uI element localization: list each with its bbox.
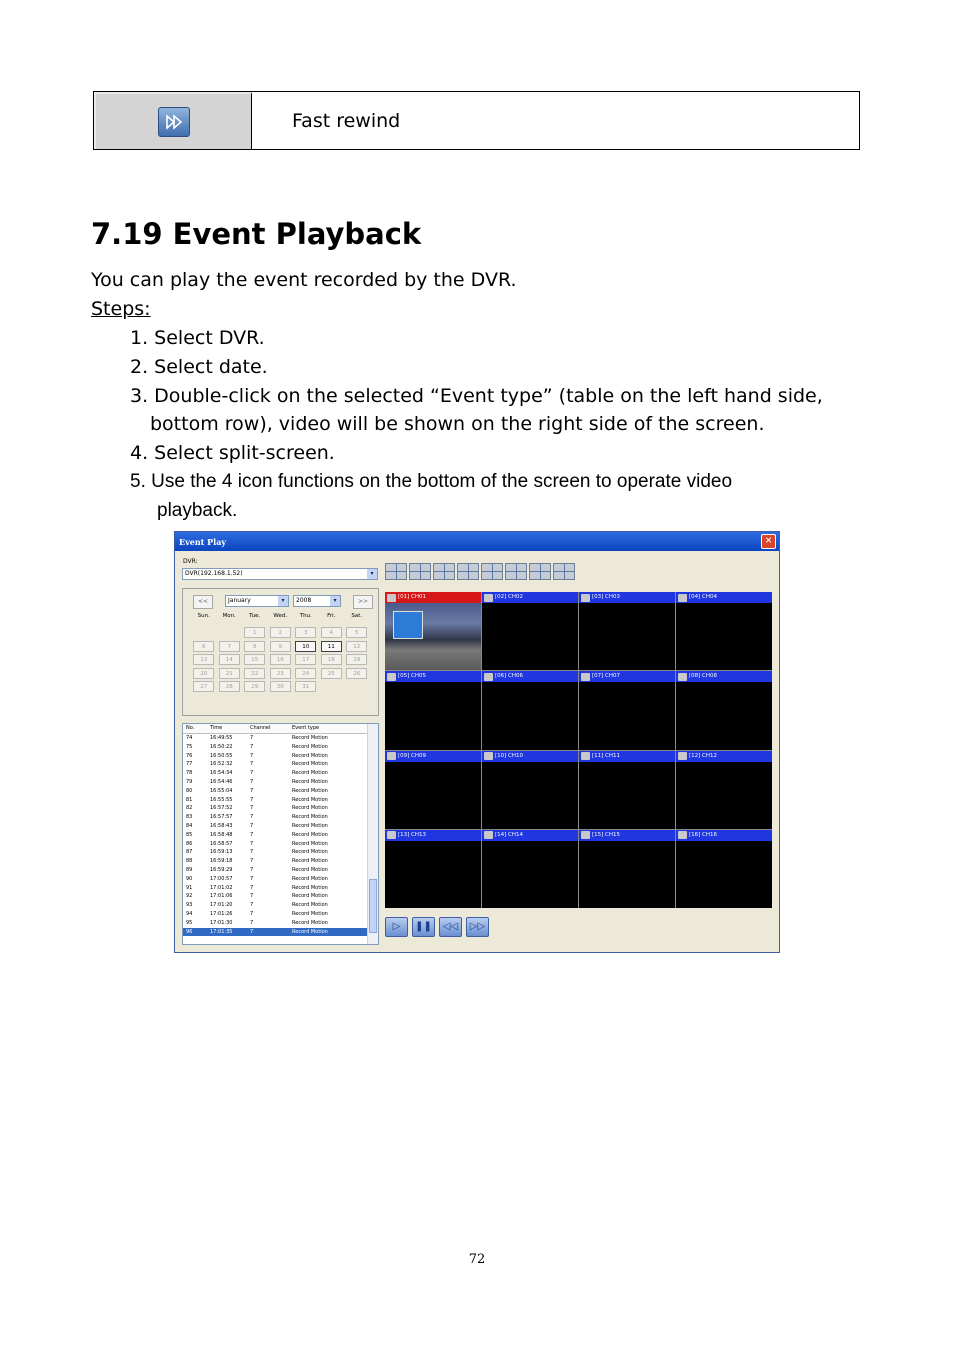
cell-time: 17:01:30 bbox=[210, 919, 233, 926]
channel-label: [02] CH02 bbox=[495, 594, 524, 600]
weekday-label: Thu. bbox=[299, 613, 312, 619]
pause-icon[interactable]: ❚❚ bbox=[412, 917, 435, 937]
channel-header bbox=[579, 751, 675, 762]
cell-time: 16:50:55 bbox=[210, 752, 233, 759]
chevron-down-icon[interactable]: ▾ bbox=[367, 569, 377, 579]
camera-icon bbox=[678, 752, 687, 760]
cell-no: 74 bbox=[186, 735, 193, 741]
cell-channel: 7 bbox=[250, 866, 254, 873]
window-title: Event Play bbox=[179, 536, 227, 547]
cell-event-type: Record Motion bbox=[292, 770, 328, 777]
cell-time: 16:58:48 bbox=[210, 831, 233, 838]
cell-event-type: Record Motion bbox=[292, 893, 328, 900]
channel-label: [15] CH15 bbox=[592, 831, 621, 838]
channel-label: [03] CH03 bbox=[592, 594, 621, 600]
camera-icon bbox=[484, 673, 493, 681]
channel-header bbox=[676, 671, 772, 682]
video-tile[interactable] bbox=[579, 830, 675, 908]
cell-no: 88 bbox=[186, 858, 193, 865]
cell-channel: 7 bbox=[250, 743, 254, 750]
page-number: 72 bbox=[468, 1252, 486, 1267]
cell-channel: 7 bbox=[250, 787, 254, 794]
cell-channel: 7 bbox=[250, 761, 254, 768]
calendar-day[interactable]: 22 bbox=[244, 668, 265, 679]
camera-icon bbox=[387, 594, 396, 602]
video-tile[interactable] bbox=[579, 751, 675, 829]
cell-event-type: Record Motion bbox=[292, 787, 328, 794]
cell-event-type: Record Motion bbox=[292, 743, 328, 750]
cell-time: 16:54:34 bbox=[210, 770, 233, 777]
calendar-day[interactable]: 26 bbox=[346, 668, 367, 679]
channel-header bbox=[676, 592, 772, 603]
cell-channel: 7 bbox=[250, 893, 254, 900]
camera-icon bbox=[387, 673, 396, 681]
table-row[interactable] bbox=[183, 787, 378, 796]
cell-channel: 7 bbox=[250, 796, 254, 803]
cell-time: 17:01:02 bbox=[210, 884, 233, 891]
cell-time: 16:59:18 bbox=[210, 858, 233, 865]
cell-time: 16:55:55 bbox=[210, 796, 233, 803]
cell-time: 17:01:26 bbox=[210, 910, 233, 917]
video-tile[interactable] bbox=[385, 830, 481, 908]
table-row[interactable] bbox=[183, 796, 378, 805]
cell-event-type: Record Motion bbox=[292, 866, 328, 873]
channel-label: [04] CH04 bbox=[689, 594, 718, 600]
split-10-button[interactable] bbox=[529, 563, 551, 580]
channel-label: [14] CH14 bbox=[495, 831, 524, 838]
video-grid bbox=[385, 592, 772, 908]
channel-label: [06] CH06 bbox=[495, 673, 524, 680]
cell-no: 94 bbox=[186, 910, 193, 917]
table-row[interactable] bbox=[183, 769, 378, 778]
cell-time: 16:55:04 bbox=[210, 787, 233, 794]
cell-time: 16:52:32 bbox=[210, 761, 233, 768]
weekday-label: Sat. bbox=[351, 613, 363, 619]
dvr-select-value: DVR(192.168.1.52) bbox=[185, 570, 243, 577]
cell-event-type: Record Motion bbox=[292, 778, 328, 785]
table-row[interactable] bbox=[183, 822, 378, 831]
cell-event-type: Record Motion bbox=[292, 840, 328, 847]
split-screen-toolbar bbox=[385, 563, 575, 580]
calendar-days bbox=[191, 627, 370, 692]
chevron-down-icon[interactable]: ▾ bbox=[278, 596, 288, 606]
calendar-day[interactable]: 31 bbox=[295, 681, 316, 692]
cell-no: 76 bbox=[186, 752, 193, 759]
calendar-day[interactable]: 15 bbox=[244, 654, 265, 665]
cell-time: 17:01:20 bbox=[210, 902, 233, 909]
month-value: January bbox=[228, 597, 251, 604]
split-8-button[interactable] bbox=[505, 563, 527, 580]
camera-icon bbox=[387, 752, 396, 760]
cell-time: 16:59:29 bbox=[210, 866, 233, 873]
cell-event-type: Record Motion bbox=[292, 761, 328, 768]
camera-icon bbox=[581, 673, 590, 681]
step-3-continued: bottom row), video will be shown on the right side of the screen. bbox=[150, 413, 765, 435]
camera-icon bbox=[484, 752, 493, 760]
table-row[interactable] bbox=[183, 884, 378, 893]
split-9-button[interactable] bbox=[433, 563, 455, 580]
play-icon[interactable]: ▷ bbox=[385, 917, 408, 937]
cell-no: 87 bbox=[186, 849, 193, 856]
cell-no: 77 bbox=[186, 761, 193, 768]
calendar-day[interactable]: 24 bbox=[295, 668, 316, 679]
calendar-day[interactable]: 3 bbox=[295, 627, 316, 638]
split-1-button[interactable] bbox=[385, 563, 407, 580]
table-row[interactable] bbox=[183, 919, 378, 928]
channel-header bbox=[482, 830, 578, 841]
cell-channel: 7 bbox=[250, 902, 254, 909]
header-event-type: Event type bbox=[292, 725, 320, 731]
cell-channel: 7 bbox=[250, 858, 254, 865]
channel-header bbox=[579, 830, 675, 841]
table-row[interactable] bbox=[183, 866, 378, 875]
channel-header bbox=[482, 671, 578, 682]
calendar-day[interactable]: 10 bbox=[295, 641, 316, 652]
channel-header bbox=[579, 671, 675, 682]
cell-channel: 7 bbox=[250, 919, 254, 926]
cell-no: 85 bbox=[186, 831, 193, 838]
cell-no: 78 bbox=[186, 770, 193, 777]
video-frame bbox=[385, 603, 481, 670]
table-row[interactable] bbox=[183, 857, 378, 866]
video-tile[interactable] bbox=[579, 592, 675, 670]
video-tile[interactable] bbox=[482, 751, 578, 829]
channel-header bbox=[579, 592, 675, 603]
cell-time: 16:58:43 bbox=[210, 822, 233, 829]
calendar-day[interactable]: 25 bbox=[321, 668, 342, 679]
channel-header bbox=[676, 830, 772, 841]
day-blank bbox=[217, 627, 243, 638]
table-row[interactable] bbox=[183, 875, 378, 884]
dvr-label: DVR: bbox=[183, 558, 198, 565]
cell-event-type: Record Motion bbox=[292, 875, 328, 882]
table-row[interactable] bbox=[183, 892, 378, 901]
cell-event-type: Record Motion bbox=[292, 902, 328, 909]
weekday-label: Sun. bbox=[197, 613, 210, 619]
video-tile[interactable] bbox=[385, 592, 481, 670]
calendar-day[interactable]: 2 bbox=[270, 627, 291, 638]
camera-icon bbox=[581, 831, 590, 839]
calendar-day[interactable]: 27 bbox=[193, 681, 214, 692]
channel-label: [09] CH09 bbox=[398, 752, 427, 759]
calendar-day[interactable]: 12 bbox=[346, 641, 367, 652]
cell-time: 16:58:57 bbox=[210, 840, 233, 847]
cell-no: 83 bbox=[186, 814, 193, 821]
channel-header bbox=[385, 751, 481, 762]
channel-header bbox=[385, 592, 481, 603]
camera-icon bbox=[678, 831, 687, 839]
event-table-body bbox=[183, 734, 378, 936]
cell-channel: 7 bbox=[250, 884, 254, 891]
channel-label: [01] CH01 bbox=[398, 594, 427, 600]
channel-header bbox=[385, 830, 481, 841]
table-row[interactable] bbox=[183, 840, 378, 849]
cell-event-type: Record Motion bbox=[292, 849, 328, 856]
rewind-icon[interactable]: ◁◁ bbox=[439, 917, 462, 937]
cell-time: 17:00:57 bbox=[210, 875, 233, 882]
calendar-day[interactable]: 14 bbox=[219, 654, 240, 665]
cell-no: 90 bbox=[186, 875, 193, 882]
step-5-continued: playback. bbox=[157, 500, 238, 521]
event-play-window bbox=[174, 531, 780, 953]
split-6-button[interactable] bbox=[481, 563, 503, 580]
camera-icon bbox=[387, 831, 396, 839]
cell-no: 91 bbox=[186, 884, 193, 891]
channel-header bbox=[385, 671, 481, 682]
cell-channel: 7 bbox=[250, 805, 254, 812]
cell-event-type: Record Motion bbox=[292, 928, 328, 935]
month-select[interactable] bbox=[225, 595, 289, 607]
video-tile[interactable] bbox=[676, 751, 772, 829]
cell-no: 80 bbox=[186, 787, 193, 794]
cell-event-type: Record Motion bbox=[292, 805, 328, 812]
calendar-day[interactable]: 20 bbox=[193, 668, 214, 679]
calendar-day[interactable]: 18 bbox=[321, 654, 342, 665]
calendar-day[interactable]: 21 bbox=[219, 668, 240, 679]
camera-icon bbox=[678, 594, 687, 602]
cell-time: 17:01:06 bbox=[210, 893, 233, 900]
cell-channel: 7 bbox=[250, 840, 254, 847]
weekday-header bbox=[191, 613, 370, 619]
cell-no: 89 bbox=[186, 866, 193, 873]
cell-time: 16:57:52 bbox=[210, 805, 233, 812]
intro-text: You can play the event recorded by the DVR. bbox=[91, 269, 517, 291]
cell-event-type: Record Motion bbox=[292, 910, 328, 917]
cell-channel: 7 bbox=[250, 831, 254, 838]
table-row[interactable] bbox=[183, 734, 378, 743]
camera-icon bbox=[581, 752, 590, 760]
scrollbar-thumb[interactable] bbox=[369, 879, 377, 933]
table-row[interactable] bbox=[183, 848, 378, 857]
cell-time: 16:49:55 bbox=[210, 735, 233, 741]
channel-label: [13] CH13 bbox=[398, 831, 427, 838]
channel-header bbox=[676, 751, 772, 762]
channel-header bbox=[482, 592, 578, 603]
table-row[interactable] bbox=[183, 752, 378, 761]
calendar-next-button[interactable]: >> bbox=[353, 595, 373, 609]
calendar-day[interactable]: 8 bbox=[244, 641, 265, 652]
calendar-day[interactable]: 11 bbox=[321, 641, 342, 652]
table-row[interactable] bbox=[183, 928, 378, 937]
weekday-label: Wed. bbox=[273, 613, 288, 619]
header-channel: Channel bbox=[250, 725, 271, 731]
video-tile[interactable] bbox=[385, 751, 481, 829]
close-button[interactable]: × bbox=[761, 534, 776, 549]
cell-channel: 7 bbox=[250, 875, 254, 882]
calendar-day[interactable]: 16 bbox=[270, 654, 291, 665]
split-13-button[interactable] bbox=[553, 563, 575, 580]
table-row[interactable] bbox=[183, 804, 378, 813]
cell-event-type: Record Motion bbox=[292, 814, 328, 821]
video-tile[interactable] bbox=[482, 830, 578, 908]
table-row[interactable] bbox=[183, 831, 378, 840]
cell-channel: 7 bbox=[250, 849, 254, 856]
cell-event-type: Record Motion bbox=[292, 919, 328, 926]
table-row[interactable] bbox=[183, 778, 378, 787]
section-title: 7.19 Event Playback bbox=[91, 217, 422, 251]
event-table-scrollbar[interactable] bbox=[367, 724, 378, 944]
fast-forward-icon bbox=[158, 107, 190, 137]
step-4: 4. Select split-screen. bbox=[130, 442, 335, 464]
cell-no: 75 bbox=[186, 743, 193, 750]
cell-no: 79 bbox=[186, 778, 193, 785]
cell-channel: 7 bbox=[250, 735, 254, 741]
icon-legend-table bbox=[93, 91, 860, 150]
header-time: Time bbox=[210, 725, 223, 731]
calendar-day[interactable]: 5 bbox=[346, 627, 367, 638]
cell-channel: 7 bbox=[250, 822, 254, 829]
camera-icon bbox=[678, 673, 687, 681]
channel-label: [05] CH05 bbox=[398, 673, 427, 680]
video-tile[interactable] bbox=[676, 671, 772, 749]
table-row[interactable] bbox=[183, 901, 378, 910]
cell-no: 86 bbox=[186, 840, 193, 847]
cell-channel: 7 bbox=[250, 814, 254, 821]
video-tile[interactable] bbox=[482, 592, 578, 670]
cell-time: 16:59:13 bbox=[210, 849, 233, 856]
step-3: 3. Double-click on the selected “Event type” (table on the left hand side, bbox=[130, 385, 823, 407]
weekday-label: Tue. bbox=[249, 613, 261, 619]
fast-forward-icon[interactable]: ▷▷ bbox=[466, 917, 489, 937]
calendar-day[interactable]: 1 bbox=[244, 627, 265, 638]
calendar-day[interactable]: 4 bbox=[321, 627, 342, 638]
camera-icon bbox=[581, 594, 590, 602]
step-5: 5. Use the 4 icon functions on the bottom of the screen to operate video bbox=[130, 471, 733, 492]
table-row[interactable] bbox=[183, 910, 378, 919]
split-16-button[interactable] bbox=[457, 563, 479, 580]
cell-channel: 7 bbox=[250, 770, 254, 777]
year-value: 2008 bbox=[296, 597, 312, 604]
icon-description: Fast rewind bbox=[292, 109, 401, 132]
step-1: 1. Select DVR. bbox=[130, 327, 265, 349]
cell-channel: 7 bbox=[250, 752, 254, 759]
calendar-day[interactable]: 9 bbox=[270, 641, 291, 652]
cell-channel: 7 bbox=[250, 928, 254, 935]
cell-event-type: Record Motion bbox=[292, 858, 328, 865]
calendar-day[interactable]: 13 bbox=[193, 654, 214, 665]
channel-label: [11] CH11 bbox=[592, 752, 621, 759]
cell-time: 16:57:57 bbox=[210, 814, 233, 821]
cell-event-type: Record Motion bbox=[292, 735, 328, 741]
cell-event-type: Record Motion bbox=[292, 884, 328, 891]
calendar-day[interactable]: 19 bbox=[346, 654, 367, 665]
channel-label: [12] CH12 bbox=[689, 752, 718, 759]
step-2: 2. Select date. bbox=[130, 356, 268, 378]
video-tile[interactable] bbox=[676, 830, 772, 908]
channel-label: [10] CH10 bbox=[495, 752, 524, 759]
cell-time: 17:01:35 bbox=[210, 928, 233, 935]
video-tile[interactable] bbox=[676, 592, 772, 670]
calendar-day[interactable]: 29 bbox=[244, 681, 265, 692]
weekday-label: Fri. bbox=[327, 613, 336, 619]
calendar-day[interactable]: 23 bbox=[270, 668, 291, 679]
calendar-day[interactable]: 30 bbox=[270, 681, 291, 692]
channel-label: [08] CH08 bbox=[689, 673, 718, 680]
camera-icon bbox=[484, 831, 493, 839]
day-blank bbox=[191, 627, 217, 638]
calendar-day[interactable]: 28 bbox=[219, 681, 240, 692]
year-select[interactable] bbox=[293, 595, 341, 607]
table-row[interactable] bbox=[183, 760, 378, 769]
cell-no: 82 bbox=[186, 805, 193, 812]
cell-no: 93 bbox=[186, 902, 193, 909]
weekday-label: Mon. bbox=[222, 613, 236, 619]
cell-event-type: Record Motion bbox=[292, 796, 328, 803]
dvr-select[interactable] bbox=[182, 568, 378, 580]
video-tile[interactable] bbox=[385, 671, 481, 749]
cell-time: 16:54:46 bbox=[210, 778, 233, 785]
calendar-day[interactable]: 17 bbox=[295, 654, 316, 665]
channel-label: [16] CH16 bbox=[689, 831, 718, 838]
table-row[interactable] bbox=[183, 813, 378, 822]
cell-channel: 7 bbox=[250, 910, 254, 917]
event-table bbox=[182, 723, 379, 945]
cell-no: 96 bbox=[186, 928, 193, 935]
calendar-day[interactable]: 7 bbox=[219, 641, 240, 652]
cell-time: 16:50:22 bbox=[210, 743, 233, 750]
cell-event-type: Record Motion bbox=[292, 752, 328, 759]
video-tile[interactable] bbox=[579, 671, 675, 749]
cell-event-type: Record Motion bbox=[292, 831, 328, 838]
channel-label: [07] CH07 bbox=[592, 673, 621, 680]
table-row[interactable] bbox=[183, 743, 378, 752]
cell-no: 92 bbox=[186, 893, 193, 900]
calendar-day[interactable]: 6 bbox=[193, 641, 214, 652]
chevron-down-icon[interactable]: ▾ bbox=[330, 596, 340, 606]
event-table-header bbox=[183, 724, 378, 734]
cell-no: 81 bbox=[186, 796, 193, 803]
window-titlebar bbox=[175, 532, 779, 551]
calendar-panel bbox=[182, 588, 379, 716]
icon-cell bbox=[94, 92, 252, 149]
cell-no: 84 bbox=[186, 822, 193, 829]
cell-no: 95 bbox=[186, 919, 193, 926]
video-tile[interactable] bbox=[482, 671, 578, 749]
header-no: No. bbox=[186, 725, 195, 731]
playback-controls bbox=[385, 917, 489, 937]
calendar-prev-button[interactable]: << bbox=[193, 595, 213, 609]
camera-icon bbox=[484, 594, 493, 602]
cell-event-type: Record Motion bbox=[292, 822, 328, 829]
split-4-button[interactable] bbox=[409, 563, 431, 580]
steps-label: Steps: bbox=[91, 298, 151, 320]
cell-channel: 7 bbox=[250, 778, 254, 785]
channel-header bbox=[482, 751, 578, 762]
